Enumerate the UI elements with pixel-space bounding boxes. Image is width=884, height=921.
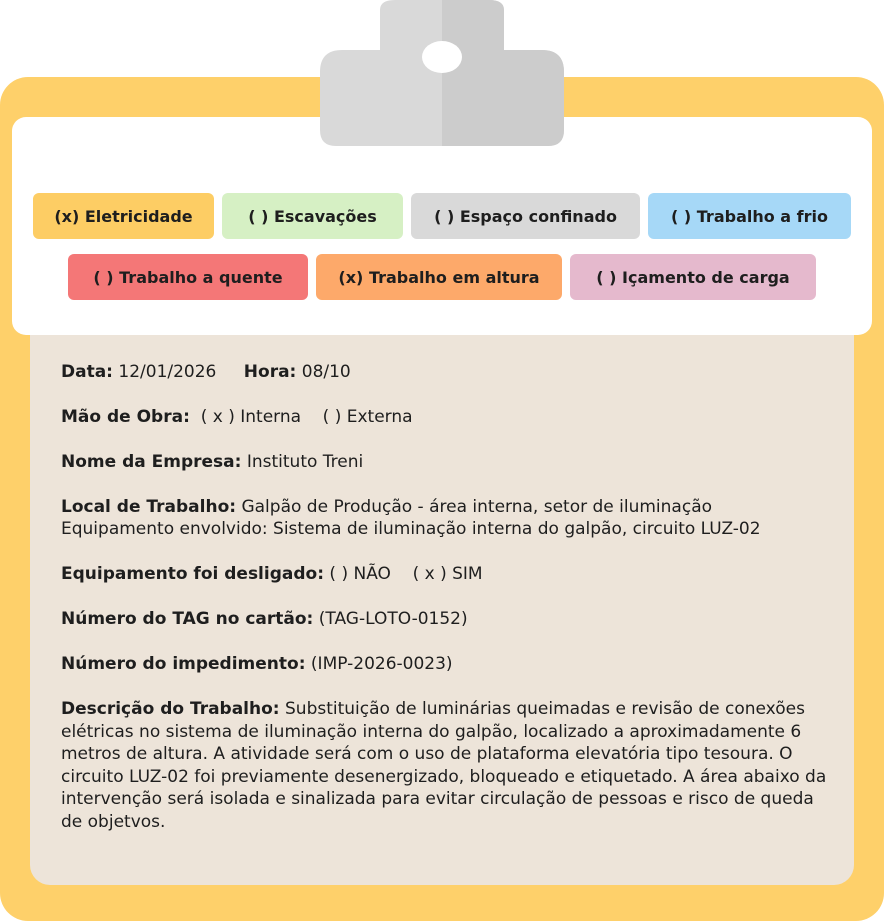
company-label: Nome da Empresa: [61, 452, 242, 472]
workplace-row [61, 496, 712, 519]
labor-row [61, 406, 413, 429]
impediment-row [61, 653, 453, 676]
workplace-value: Galpão de Produção - área interna, setor de iluminação [241, 497, 713, 517]
tag-trabalho-em-altura[interactable]: (x) Trabalho em altura [316, 254, 562, 300]
date-value: 12/01/2026 [118, 362, 217, 382]
tag-icamento-de-carga[interactable]: ( ) Içamento de carga [570, 254, 816, 300]
equipment-off-yes-option[interactable]: ( x ) SIM [412, 564, 483, 584]
time-value: 08/10 [301, 362, 351, 382]
workplace-label: Local de Trabalho: [61, 497, 237, 517]
equipment-involved: Equipamento envolvido: Sistema de iluminação interna do galpão, circuito LUZ-02 [61, 519, 761, 539]
tag-number-value: (TAG-LOTO-0152) [318, 609, 468, 629]
tag-trabalho-a-frio[interactable]: ( ) Trabalho a frio [648, 193, 851, 239]
description-value: Substituição de luminárias queimadas e revisão de conexões elétricas no sistema de iluminação interna do galpão, localizado a aproximadamente 6 metros de altura. A atividade será com o uso de plataforma elevatória tipo tesoura. O circuito LUZ-02 foi previamente desenergizado, bloqueado e etiquetado. A área abaixo da intervenção será isolada e sinalizada para evitar circulação de pessoas e risco de queda de objetvos. [61, 699, 827, 832]
impediment-label: Número do impedimento: [61, 654, 306, 674]
tag-espaco-confinado[interactable]: ( ) Espaço confinado [411, 193, 640, 239]
description-block [61, 698, 831, 833]
time-label: Hora: [243, 362, 297, 382]
equipment-off-no-option[interactable]: ( ) NÃO [329, 564, 391, 584]
equipment-off-label: Equipamento foi desligado: [61, 564, 325, 584]
labor-external-option[interactable]: ( ) Externa [322, 407, 413, 427]
tag-eletricidade[interactable]: (x) Eletricidade [33, 193, 214, 239]
company-value: Instituto Treni [246, 452, 364, 472]
company-row [61, 451, 363, 474]
date-label: Data: [61, 362, 113, 382]
equipment-off-row [61, 563, 483, 586]
labor-label: Mão de Obra: [61, 407, 190, 427]
clipboard-clip-icon [320, 0, 564, 146]
labor-internal-option[interactable]: ( x ) Interna [200, 407, 302, 427]
description-label: Descrição do Trabalho: [61, 699, 280, 719]
impediment-value: (IMP-2026-0023) [310, 654, 453, 674]
tag-number-label: Número do TAG no cartão: [61, 609, 314, 629]
tag-escavacoes[interactable]: ( ) Escavações [222, 193, 403, 239]
tag-number-row [61, 608, 468, 631]
tag-trabalho-a-quente[interactable]: ( ) Trabalho a quente [68, 254, 308, 300]
date-time-row [61, 361, 351, 384]
